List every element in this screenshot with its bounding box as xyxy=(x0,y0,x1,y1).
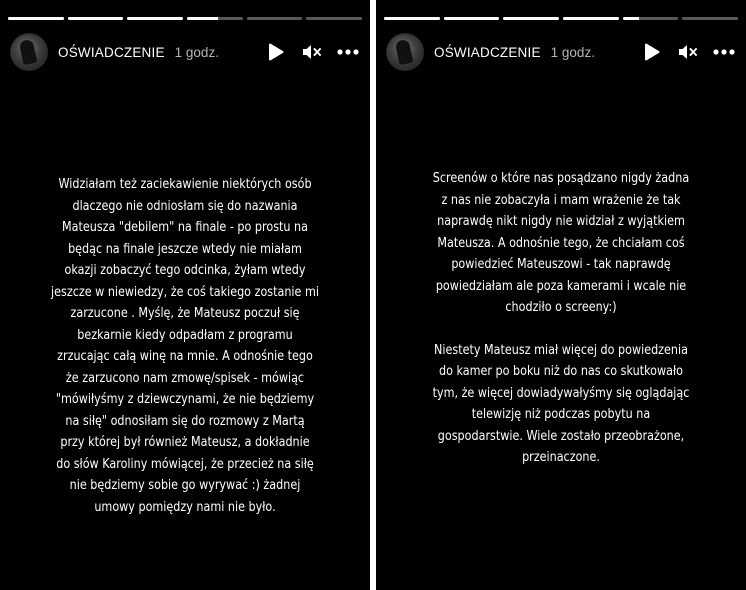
progress-segment xyxy=(503,17,559,20)
progress-segment-fill xyxy=(444,17,500,20)
progress-segment xyxy=(247,17,303,20)
progress-segment-fill xyxy=(384,17,440,20)
post-time: 1 godz. xyxy=(550,44,595,60)
story-header xyxy=(10,32,360,72)
avatar[interactable] xyxy=(10,33,48,71)
mute-icon[interactable] xyxy=(300,40,324,64)
progress-segment-fill xyxy=(563,17,619,20)
story-header xyxy=(386,32,736,72)
story-paragraph: Screenów o które nas posądzano nigdy żadna z nas nie zobaczyła i mam wrażenie że tak naprawdę nikt nigdy nie widział z wyjątkiem Mateusza. A odnośnie tego, że chciałam coś powiedzieć Mateuszowi - tak naprawdę powiedziałam ale poza kamerami i wcale nie chodziło o screeny:) xyxy=(432,171,690,315)
progress-segment-fill xyxy=(8,17,64,20)
progress-segment xyxy=(384,17,440,20)
more-icon[interactable] xyxy=(712,40,736,64)
progress-segment-fill xyxy=(127,17,183,20)
story-text xyxy=(417,168,704,469)
progress-segment xyxy=(127,17,183,20)
progress-segment xyxy=(68,17,124,20)
mute-icon[interactable] xyxy=(676,40,700,64)
post-time: 1 godz. xyxy=(174,44,219,60)
username[interactable]: OŚWIADCZENIE xyxy=(434,44,541,60)
progress-segment-fill xyxy=(623,17,640,20)
more-icon[interactable] xyxy=(336,40,360,64)
story-paragraph: Widziałam też zaciekawienie niektórych osób dlaczego nie odniosłam się do nazwania Mateusza "debilem" na finale - po prostu na będąc na finale jeszcze wtedy nie miałam okazji zobaczyć tego odcinka, żyłam wtedy jeszcze w niewiedzy, że coś takiego zostanie mi zarzucone . Myślę, że Mateusz poczuł się bezkarnie kiedy odpadłam z programu zrzucając całą winę na mnie. A odnośnie tego że zarzucono nam zmowę/spisek - mówiąc "mówiłyśmy z dziewczynami, że nie będziemy na siłę" odnosiłam się do rozmowy z Martą przy której był również Mateusz, a dokładnie do słów Karoliny mówiącej, że przecież na siłę nie będziemy sobie go wyrywać :) żadnej umowy pomiędzy nami nie było. xyxy=(51,177,319,515)
progress-bar xyxy=(8,17,362,20)
progress-segment xyxy=(623,17,679,20)
story-panel-left[interactable] xyxy=(0,0,370,590)
progress-segment xyxy=(563,17,619,20)
progress-segment xyxy=(682,17,738,20)
progress-segment xyxy=(306,17,362,20)
progress-segment-fill xyxy=(68,17,124,20)
story-text xyxy=(41,174,328,518)
progress-segment xyxy=(8,17,64,20)
story-panel-right[interactable] xyxy=(376,0,746,590)
username[interactable]: OŚWIADCZENIE xyxy=(58,44,165,60)
progress-segment xyxy=(187,17,243,20)
story-paragraph: Niestety Mateusz miał więcej do powiedzenia do kamer po boku niż do nas co skutkowało tym, że więcej dowiadywałyśmy się oglądając telewizję niż podczas pobytu na gospodarstwie. Wiele zostało przeobrażone, przeinaczone. xyxy=(432,342,690,465)
avatar[interactable] xyxy=(386,33,424,71)
progress-bar xyxy=(384,17,738,20)
play-icon[interactable] xyxy=(640,40,664,64)
play-icon[interactable] xyxy=(264,40,288,64)
progress-segment-fill xyxy=(503,17,559,20)
progress-segment xyxy=(444,17,500,20)
progress-segment-fill xyxy=(187,17,218,20)
